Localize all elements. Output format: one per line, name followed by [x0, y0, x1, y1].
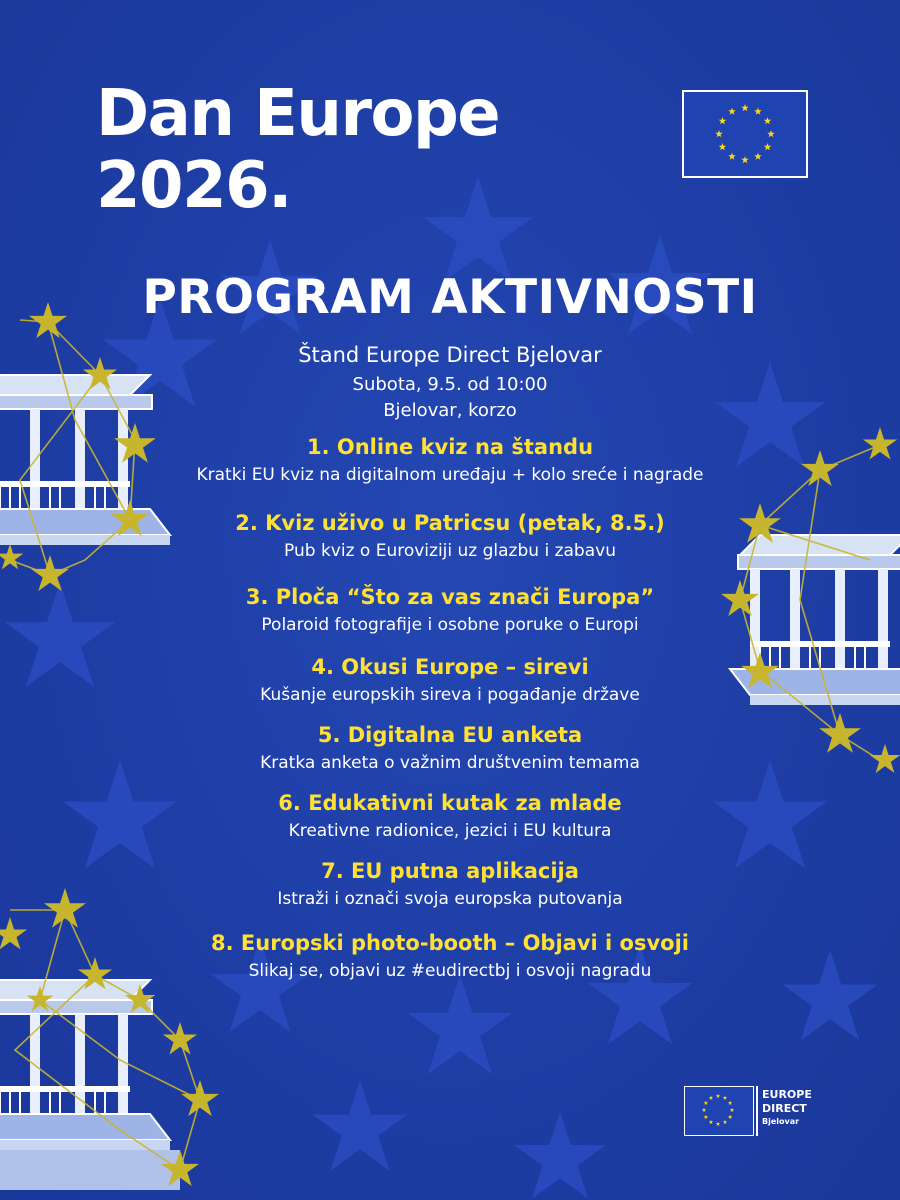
activity-description: Kratki EU kviz na digitalnom uređaju + kolo sreće i nagrade — [196, 465, 704, 485]
flag-star-icon — [715, 130, 723, 137]
activity-title: 1. Online kviz na štandu — [306, 435, 594, 459]
activity-title: 6. Edukativni kutak za mlade — [278, 791, 622, 815]
eu-flag-icon — [684, 1086, 754, 1136]
logo-divider — [756, 1086, 758, 1136]
logo-line-3: Bjelovar — [762, 1117, 800, 1126]
program-heading: PROGRAM AKTIVNOSTI — [142, 270, 758, 325]
title-line-1: Dan Europe — [96, 77, 500, 151]
flag-star-icon — [764, 117, 772, 124]
activity-title: 8. Europski photo-booth – Objavi i osvoji — [211, 931, 689, 955]
venue-text: Štand Europe Direct Bjelovar — [298, 343, 602, 367]
flag-star-icon — [767, 130, 775, 137]
activity-title: 3. Ploča “Što za vas znači Europa” — [245, 585, 655, 609]
flag-star-icon — [719, 117, 727, 124]
activity-description: Istraži i označi svoja europska putovanja — [277, 889, 623, 909]
date-text: Subota, 9.5. od 10:00 — [352, 374, 548, 395]
gazebo-icon — [0, 980, 180, 1190]
logo-line-2: DIRECT — [762, 1102, 807, 1115]
activity-title: 5. Digitalna EU anketa — [317, 723, 583, 747]
activity-item — [0, 432, 900, 488]
flag-star-icon — [719, 143, 727, 150]
activity-item — [0, 788, 900, 844]
activity-description: Kreativne radionice, jezici i EU kultura — [288, 821, 612, 841]
activity-description: Polaroid fotografije i osobne poruke o Europi — [261, 615, 639, 635]
flag-star-icon — [730, 1108, 735, 1112]
flag-star-icon — [723, 1095, 728, 1099]
flag-star-icon — [754, 107, 762, 114]
eu-flag-icon — [682, 90, 808, 178]
activity-description: Kušanje europskih sireva i pogađanje države — [260, 685, 640, 705]
flag-star-icon — [728, 1101, 733, 1105]
flag-star-icon — [704, 1101, 709, 1105]
gold-star-icon — [163, 1022, 197, 1055]
flag-star-icon — [728, 107, 736, 114]
activity-description: Pub kviz o Euroviziji uz glazbu i zabavu — [284, 541, 616, 561]
activity-description: Slikaj se, objavi uz #eudirectbj i osvoji nagradu — [248, 961, 652, 981]
activity-title: 4. Okusi Europe – sirevi — [311, 655, 589, 679]
flag-star-icon — [716, 1122, 721, 1126]
gold-star-icon — [181, 1080, 219, 1116]
activity-item — [0, 508, 900, 564]
flag-star-icon — [716, 1094, 721, 1098]
logo-line-1: EUROPE — [762, 1088, 812, 1101]
poster-title — [96, 78, 499, 222]
activity-item — [0, 652, 900, 708]
logo-text — [762, 1088, 812, 1128]
europe-direct-logo — [684, 1086, 824, 1138]
place-text: Bjelovar, korzo — [383, 400, 517, 421]
activity-item — [0, 928, 900, 984]
title-line-2: 2026. — [96, 149, 291, 223]
flag-star-icon — [723, 1120, 728, 1124]
flag-star-icon — [741, 156, 749, 163]
activity-item — [0, 856, 900, 912]
activity-item — [0, 720, 900, 776]
flag-star-icon — [728, 1115, 733, 1119]
activity-title: 7. EU putna aplikacija — [321, 859, 579, 883]
flag-star-icon — [704, 1115, 709, 1119]
flag-star-icon — [709, 1120, 714, 1124]
activity-title: 2. Kviz uživo u Patricsu (petak, 8.5.) — [235, 511, 665, 535]
flag-star-icon — [754, 153, 762, 160]
activity-description: Kratka anketa o važnim društvenim temama — [260, 753, 640, 773]
flag-star-icon — [741, 104, 749, 111]
flag-star-icon — [728, 153, 736, 160]
flag-star-icon — [702, 1108, 707, 1112]
flag-star-icon — [709, 1095, 714, 1099]
flag-star-icon — [764, 143, 772, 150]
activity-item — [0, 582, 900, 638]
